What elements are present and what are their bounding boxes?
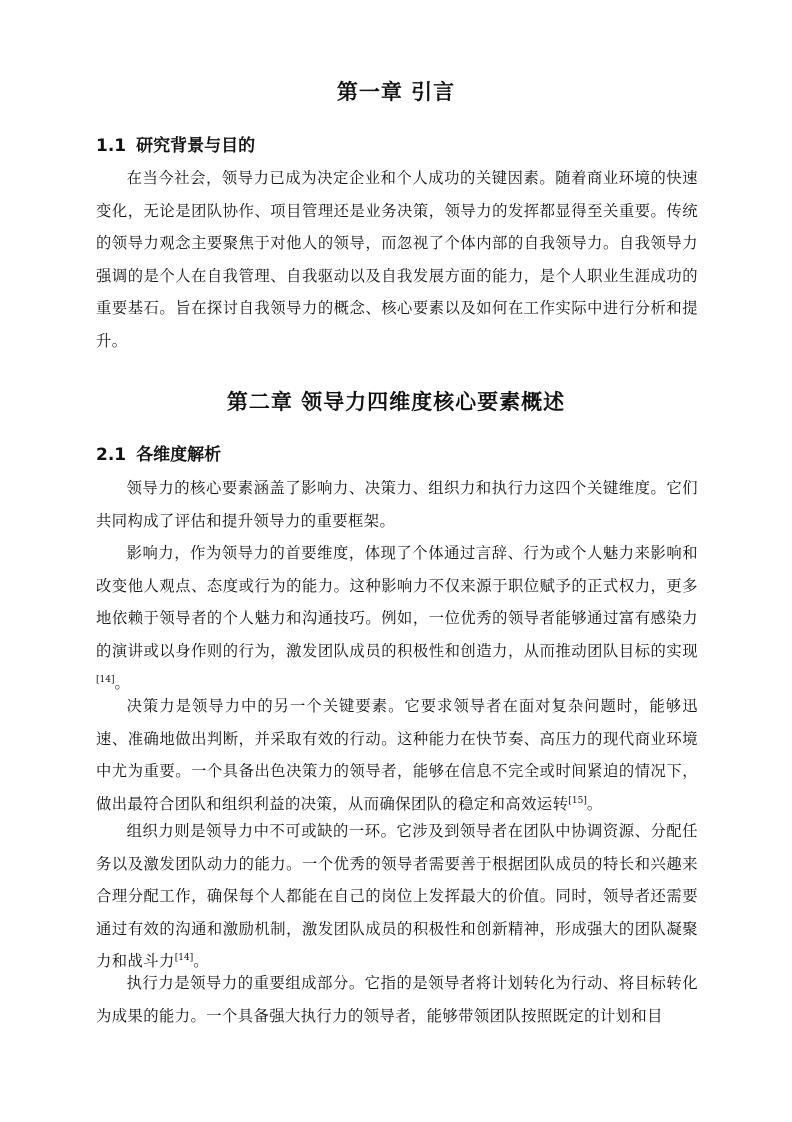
paragraph-influence: [96, 537, 698, 700]
paragraph-end-mark: 。: [586, 794, 603, 813]
paragraph-end-mark: 。: [114, 674, 131, 692]
paragraph-organization-text: 组织力则是领导力中不可或缺的一环。它涉及到领导者在团队中协调资源、分配任务以及激发团队动力的能力。一个优秀的领导者需要善于根据团队成员的特长和兴趣来合理分配工作，确保每个人都能在自己的岗位上发挥最大的价值。同时，领导者还需要通过有效的沟通和激励机制，激发团队成员的积极性和创新精神，形成强大的团队凝聚力和战斗力: [96, 822, 698, 970]
citation-ref: [14]: [96, 674, 115, 685]
paragraph-intro: 领导力的核心要素涵盖了影响力、决策力、组织力和执行力这四个关键维度。它们共同构成了评估和提升领导力的重要框架。: [96, 479, 698, 530]
paragraph-influence-text: 影响力，作为领导力的首要维度，体现了个体通过言辞、行为或个人魅力来影响和改变他人观点、态度或行为的能力。这种影响力不仅来源于职位赋予的正式权力，更多地依赖于领导者的个人魅力和沟通技巧。例如，一位优秀的领导者能够通过富有感染力的演讲或以身作则的行为，激发团队成员的积极性和创造力，从而推动团队目标的实现: [96, 544, 698, 660]
section-2-1-number: 2.1: [96, 445, 127, 465]
paragraph-execution: 执行力是领导力的重要组成部分。它指的是领导者将计划转化为行动、将目标转化为成果的能力。一个具备强大执行力的领导者，能够带领团队按照既定的计划和目: [96, 974, 698, 1025]
citation-ref: [15]: [568, 795, 587, 806]
chapter-1-title: 第一章 引言: [336, 80, 456, 104]
chapter-2-title: 第二章 领导力四维度核心要素概述: [226, 390, 566, 414]
paragraph-background: 在当今社会，领导力已成为决定企业和个人成功的关键因素。随着商业环境的快速变化，无论是团队协作、项目管理还是业务决策，领导力的发挥都显得至关重要。传统的领导力观念主要聚焦于对他人的领导，而忽视了个体内部的自我领导力。自我领导力强调的是个人在自我管理、自我驱动以及自我发展方面的能力，是个人职业生涯成功的重要基石。旨在探讨自我领导力的概念、核心要素以及如何在工作实际中进行分析和提升。: [96, 169, 698, 350]
paragraph-organization: [96, 815, 698, 978]
section-2-1-heading: [96, 440, 221, 465]
citation-ref: [14]: [174, 952, 194, 963]
section-1-1-heading: [96, 131, 255, 156]
paragraph-decision: [96, 690, 698, 820]
section-2-1-title: 各维度解析: [136, 445, 222, 465]
section-1-1-title: 研究背景与目的: [136, 136, 256, 156]
section-1-1-number: 1.1: [96, 136, 127, 156]
paragraph-end-mark: 。: [193, 952, 209, 970]
paragraph-decision-text: 决策力是领导力中的另一个关键要素。它要求领导者在面对复杂问题时，能够迅速、准确地做出判断，并采取有效的行动。这种能力在快节奏、高压力的现代商业环境中尤为重要。一个具备出色决策力的领导者，能够在信息不完全或时间紧迫的情况下，做出最符合团队和组织利益的决策，从而确保团队的稳定和高效运转: [96, 697, 698, 813]
